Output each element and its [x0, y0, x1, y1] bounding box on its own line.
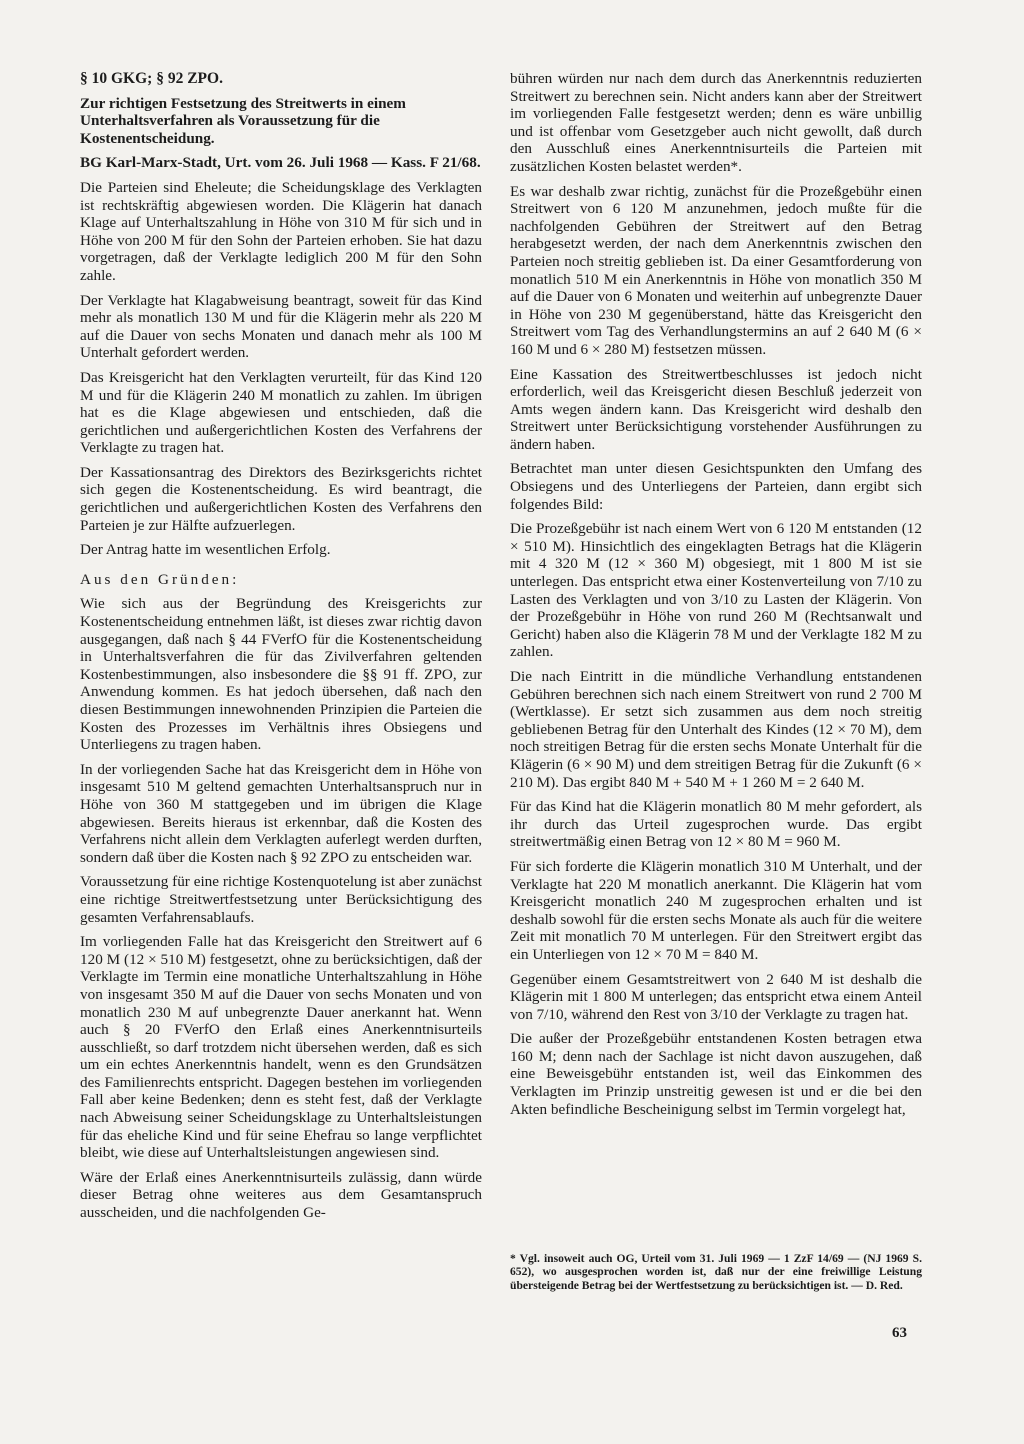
paragraph: Der Verklagte hat Klagabweisung beantragt, soweit für das Kind mehr als monatlich 130 M und für die Klägerin mehr als 220 M auf die Dauer von sechs Monaten und danach mehr als 100 M Unterhalt gefordert werden. [80, 291, 482, 362]
court-citation: BG Karl-Marx-Stadt, Urt. vom 26. Juli 1968 — Kass. F 21/68. [80, 154, 481, 172]
page-number: 63 [892, 1325, 907, 1341]
paragraph: Für sich forderte die Klägerin monatlich 310 M Unterhalt, und der Verklagte hat 220 M monatlich anerkannt. Die Klägerin hat vom Kreisgericht monatlich 240 M zugesprochen erhalten und ist deshalb sowohl für die ersten sechs Monate als auch für die weitere Zeit mit monatlich 70 M unterlegen. Für den Streitwert ergibt das ein Unterliegen von 12 × 70 M = 840 M. [510, 857, 922, 963]
paragraph: Betrachtet man unter diesen Gesichtspunkten den Umfang des Obsiegens und des Unterliegens der Parteien, dann ergibt sich folgendes Bild: [510, 460, 922, 513]
paragraph: Der Antrag hatte im wesentlichen Erfolg. [80, 541, 331, 559]
paragraph: Die nach Eintritt in die mündliche Verhandlung entstandenen Gebühren berechnen sich nach einem Streitwert von rund 2 700 M (Wertklasse). Er setzt sich zusammen aus dem noch streitig gebliebenen Betrag für den Unterhalt des Kindes (12 × 70 M), dem noch streitigen Betrag für die ersten sechs Monate Unterhalt für die Klägerin (6 × 90 M) und dem streitigen Betrag für die Zukunft (6 × 210 M). Das ergibt 840 M + 540 M + 1 260 M = 2 640 M. [510, 668, 922, 791]
paragraph: Es war deshalb zwar richtig, zunächst für die Prozeßgebühr einen Streitwert von 6 120 M anzunehmen, jedoch mußte für die nachfolgenden Gebühren der Streitwert auf den Betrag herabgesetzt werden, der nach dem Anerkenntnis zwischen den Parteien noch streitig geblieben ist. Da einer Gesamtforderung von monatlich 510 M ein Anerkenntnis in Höhe von monatlich 350 M auf die Dauer von 6 Monaten und weiterhin auf unbegrenzte Dauer in Höhe von 230 M gegenüberstand, hätte das Kreisgericht den Streitwert vom Tag des Verhandlungstermins an auf 2 640 M (6 × 160 M und 6 × 280 M) festsetzen müssen. [510, 182, 922, 358]
paragraph: Die Prozeßgebühr ist nach einem Wert von 6 120 M entstanden (12 × 510 M). Hinsichtlich des eingeklagten Betrags hat die Klägerin mit 4 320 M (12 × 360 M) obgesiegt, mit 1 800 M ist sie unterlegen. Das entspricht etwa einer Kostenverteilung von 7/10 zu Lasten des Verklagten und von 3/10 zu Lasten der Klägerin. Von der Prozeßgebühr in Höhe von rund 260 M (Rechtsanwalt und Gericht) haben also die Klägerin 78 M und der Verklagte 182 M zu zahlen. [510, 520, 922, 661]
paragraph: Gegenüber einem Gesamtstreitwert von 2 640 M ist deshalb die Klägerin mit 1 800 M unterlegen; das entspricht etwa einem Anteil von 7/10, während den Rest von 3/10 der Verklagte zu tragen hat. [510, 970, 922, 1023]
paragraph: Die außer der Prozeßgebühr entstandenen Kosten betragen etwa 160 M; denn nach der Sachlage ist nicht davon auszugehen, daß eine Beweisgebühr entstanden ist, weil das Einkommen des Verklagten im Prinzip unstreitig gewesen ist und er die bei den Akten befindliche Bescheinigung selbst im Termin vorgelegt hat, [510, 1030, 922, 1118]
section-subheading: Aus den Gründen: [80, 570, 240, 588]
paragraph: Wie sich aus der Begründung des Kreisgerichts zur Kostenentscheidung entnehmen läßt, ist dieses zwar richtig davon ausgegangen, daß nach § 44 FVerfO für die Kostenentscheidung in Unterhaltsverfahren die für das Zivilverfahren geltenden Kostenbestimmungen, also insbesondere die §§ 91 ff. ZPO, zur Anwendung kommen. Es hat jedoch übersehen, daß nach den diesen Bestimmungen innewohnenden Prinzipien die Parteien die Kosten des Prozesses im Verhältnis ihres Obsiegens und Unterliegens zu tragen haben. [80, 595, 482, 754]
paragraph: In der vorliegenden Sache hat das Kreisgericht dem in Höhe von insgesamt 510 M geltend gemachten Unterhaltsanspruch nur in Höhe von 360 M stattgegeben und im übrigen die Klage abgewiesen. Bereits hieraus ist erkennbar, daß die Kosten des Verfahrens nicht allein dem Verklagten auferlegt werden durften, sondern daß über die Kosten nach § 92 ZPO zu entscheiden war. [80, 760, 482, 866]
paragraph: Im vorliegenden Falle hat das Kreisgericht den Streitwert auf 6 120 M (12 × 510 M) festgesetzt, ohne zu berücksichtigen, daß der Verklagte im Termin eine monatliche Unterhaltszahlung in Höhe von insgesamt 350 M auf die Dauer von sechs Monaten und von monatlich 230 M auf unbegrenzte Dauer anerkannt hat. Wenn auch § 20 FVerfO den Erlaß eines Anerkenntnisurteils ausschließt, so darf trotzdem nicht übersehen werden, daß es sich um ein echtes Anerkenntnis handelt, wenn es den Grundsätzen des Familienrechts entspricht. Dagegen bestehen im vorliegenden Fall aber keine Bedenken; denn es steht fest, daß der Verklagte nach Abweisung seiner Scheidungsklage zu Unterhaltsleistungen für das eheliche Kind und für seine Ehefrau so lange verpflichtet bleibt, wie diese auf Unterhaltsleistungen angewiesen sind. [80, 933, 482, 1162]
paragraph: Für das Kind hat die Klägerin monatlich 80 M mehr gefordert, als ihr durch das Urteil zugesprochen wurde. Das ergibt streitwertmäßig einen Betrag von 12 × 80 M = 960 M. [510, 798, 922, 851]
left-column [80, 70, 482, 1229]
article-title: Zur richtigen Festsetzung des Streitwerts in einem Unterhaltsverfahren als Voraussetzung für die Kostenentscheidung. [80, 94, 406, 147]
right-column [510, 70, 922, 1125]
paragraph: Voraussetzung für eine richtige Kostenquotelung ist aber zunächst eine richtige Streitwertfestsetzung unter Berücksichtigung des gesamten Verfahrensablaufs. [80, 873, 482, 926]
paragraph: bühren würden nur nach dem durch das Anerkenntnis reduzierten Streitwert zu berechnen sein. Nicht anders kann aber der Streitwert im vorliegenden Falle festgesetzt werden; denn es wäre unbillig und ist offenbar vom Gesetzgeber auch nicht gewollt, daß durch den Ausschluß eines Anerkenntnisurteils die Parteien mit zusätzlichen Kosten belastet werden*. [510, 70, 922, 175]
paragraph: Der Kassationsantrag des Direktors des Bezirksgerichts richtet sich gegen die Kostenentscheidung. Es wird beantragt, die gerichtlichen und außergerichtlichen Kosten des Verfahrens den Parteien je zur Hälfte aufzuerlegen. [80, 463, 482, 534]
legal-reference: § 10 GKG; § 92 ZPO. [80, 70, 223, 87]
footnote: * Vgl. insoweit auch OG, Urteil vom 31. Juli 1969 — 1 ZzF 14/69 — (NJ 1969 S. 652), wo ausgesprochen worden ist, daß nur der eine freiwillige Leistung übersteigende Betrag bei der Wertfestsetzung zu berücksichtigen ist. — D. Red. [510, 1252, 922, 1292]
paragraph: Eine Kassation des Streitwertbeschlusses ist jedoch nicht erforderlich, weil das Kreisgericht diesen Beschluß jederzeit von Amts wegen ändern kann. Das Kreisgericht wird deshalb den Streitwert unter Berücksichtigung vorstehender Ausführungen zu ändern haben. [510, 365, 922, 453]
paragraph: Die Parteien sind Eheleute; die Scheidungsklage des Verklagten ist rechtskräftig abgewiesen worden. Die Klägerin hat danach Klage auf Unterhaltszahlung in Höhe von 310 M für sich und in Höhe von 200 M für den Sohn der Parteien erhoben. Sie hat dazu vorgetragen, daß der Verklagte lediglich 200 M für den Sohn zahle. [80, 178, 482, 284]
paragraph: Das Kreisgericht hat den Verklagten verurteilt, für das Kind 120 M und für die Klägerin 240 M monatlich zu zahlen. Im übrigen hat es die Klage abgewiesen und entschieden, daß die gerichtlichen und außergerichtlichen Kosten des Verfahrens der Verklagte zu tragen hat. [80, 368, 482, 457]
paragraph: Wäre der Erlaß eines Anerkenntnisurteils zulässig, dann würde dieser Betrag ohne weiteres aus dem Gesamtanspruch ausscheiden, und die nachfolgenden Ge- [80, 1168, 482, 1222]
